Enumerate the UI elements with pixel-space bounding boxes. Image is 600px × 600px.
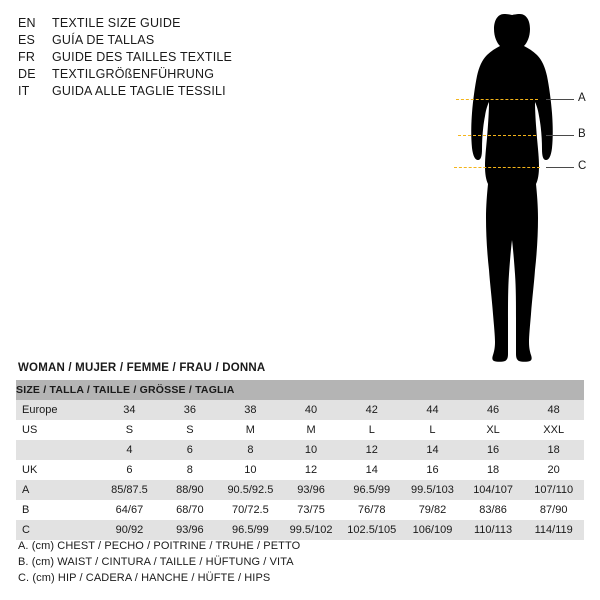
cell: 8 [160, 460, 220, 480]
cell: 42 [341, 400, 402, 420]
row-label: US [16, 420, 99, 440]
cell: 14 [341, 460, 402, 480]
legend-line-a: A. (cm) CHEST / PECHO / POITRINE / TRUHE / PETTO [18, 540, 301, 552]
row-label: A [16, 480, 99, 500]
cell: 10 [281, 440, 342, 460]
cell: 93/96 [160, 520, 220, 540]
cell: 83/86 [463, 500, 524, 520]
marker-label-b: B [578, 128, 586, 140]
chest-leader-line [546, 99, 574, 100]
cell: XL [463, 420, 524, 440]
table-header-label: SIZE / TALLA / TAILLE / GRÖSSE / TAGLIA [16, 380, 584, 400]
cell: 85/87.5 [99, 480, 160, 500]
language-title: TEXTILE SIZE GUIDE [52, 16, 181, 30]
cell: 96.5/99 [220, 520, 281, 540]
language-code: IT [18, 84, 30, 98]
size-table [16, 380, 584, 540]
language-title: TEXTILGRÖßENFÜHRUNG [52, 67, 215, 81]
language-title: GUIDE DES TAILLES TEXTILE [52, 50, 233, 64]
cell: 18 [463, 460, 524, 480]
cell: 44 [402, 400, 463, 420]
cell: 6 [99, 460, 160, 480]
hip-leader-line [546, 167, 574, 168]
legend-line-b: B. (cm) WAIST / CINTURA / TAILLE / HÜFTUNG / VITA [18, 556, 294, 568]
cell: 106/109 [402, 520, 463, 540]
group-label: WOMAN / MUJER / FEMME / FRAU / DONNA [18, 362, 266, 374]
marker-label-c: C [578, 160, 587, 172]
cell: 87/90 [523, 500, 584, 520]
language-row [18, 84, 338, 101]
table-row [16, 400, 584, 420]
row-label: Europe [16, 400, 99, 420]
cell: 93/96 [281, 480, 342, 500]
marker-label-a: A [578, 92, 586, 104]
cell: L [341, 420, 402, 440]
table-header-row [16, 380, 584, 400]
cell: S [99, 420, 160, 440]
language-code: ES [18, 33, 36, 47]
cell: 107/110 [523, 480, 584, 500]
waist-measure-dash [458, 135, 536, 136]
cell: 104/107 [463, 480, 524, 500]
table-row [16, 440, 584, 460]
row-label: C [16, 520, 99, 540]
cell: 90/92 [99, 520, 160, 540]
female-silhouette-icon [430, 8, 590, 368]
cell: L [402, 420, 463, 440]
cell: S [160, 420, 220, 440]
language-code: DE [18, 67, 36, 81]
cell: 14 [402, 440, 463, 460]
language-row [18, 50, 338, 67]
cell: 99.5/102 [281, 520, 342, 540]
cell: 46 [463, 400, 524, 420]
cell: 70/72.5 [220, 500, 281, 520]
cell: 64/67 [99, 500, 160, 520]
cell: 79/82 [402, 500, 463, 520]
cell: M [220, 420, 281, 440]
cell: 16 [463, 440, 524, 460]
language-title: GUIDA ALLE TAGLIE TESSILI [52, 84, 226, 98]
cell: M [281, 420, 342, 440]
row-label: B [16, 500, 99, 520]
cell: 48 [523, 400, 584, 420]
cell: 12 [341, 440, 402, 460]
cell: 110/113 [463, 520, 524, 540]
table-row [16, 460, 584, 480]
cell: 73/75 [281, 500, 342, 520]
cell: 96.5/99 [341, 480, 402, 500]
table-row [16, 520, 584, 540]
measurement-legend [18, 540, 578, 588]
language-row [18, 16, 338, 33]
hip-measure-dash [454, 167, 540, 168]
cell: 38 [220, 400, 281, 420]
body-figure [430, 8, 590, 368]
row-label: UK [16, 460, 99, 480]
cell: 114/119 [523, 520, 584, 540]
cell: 8 [220, 440, 281, 460]
cell: 102.5/105 [341, 520, 402, 540]
cell: 16 [402, 460, 463, 480]
cell: 88/90 [160, 480, 220, 500]
cell: 40 [281, 400, 342, 420]
language-code: FR [18, 50, 36, 64]
cell: 90.5/92.5 [220, 480, 281, 500]
cell: 99.5/103 [402, 480, 463, 500]
chest-measure-dash [456, 99, 538, 100]
cell: 20 [523, 460, 584, 480]
cell: 68/70 [160, 500, 220, 520]
cell: XXL [523, 420, 584, 440]
cell: 12 [281, 460, 342, 480]
language-row [18, 33, 338, 50]
cell: 10 [220, 460, 281, 480]
language-title-block [18, 16, 338, 101]
waist-leader-line [546, 135, 574, 136]
language-code: EN [18, 16, 36, 30]
cell: 36 [160, 400, 220, 420]
row-label [16, 440, 99, 460]
cell: 6 [160, 440, 220, 460]
legend-line-c: C. (cm) HIP / CADERA / HANCHE / HÜFTE / HIPS [18, 572, 271, 584]
language-title: GUÍA DE TALLAS [52, 33, 155, 47]
cell: 34 [99, 400, 160, 420]
cell: 76/78 [341, 500, 402, 520]
table-row [16, 480, 584, 500]
language-row [18, 67, 338, 84]
cell: 4 [99, 440, 160, 460]
table-row [16, 420, 584, 440]
table-row [16, 500, 584, 520]
cell: 18 [523, 440, 584, 460]
